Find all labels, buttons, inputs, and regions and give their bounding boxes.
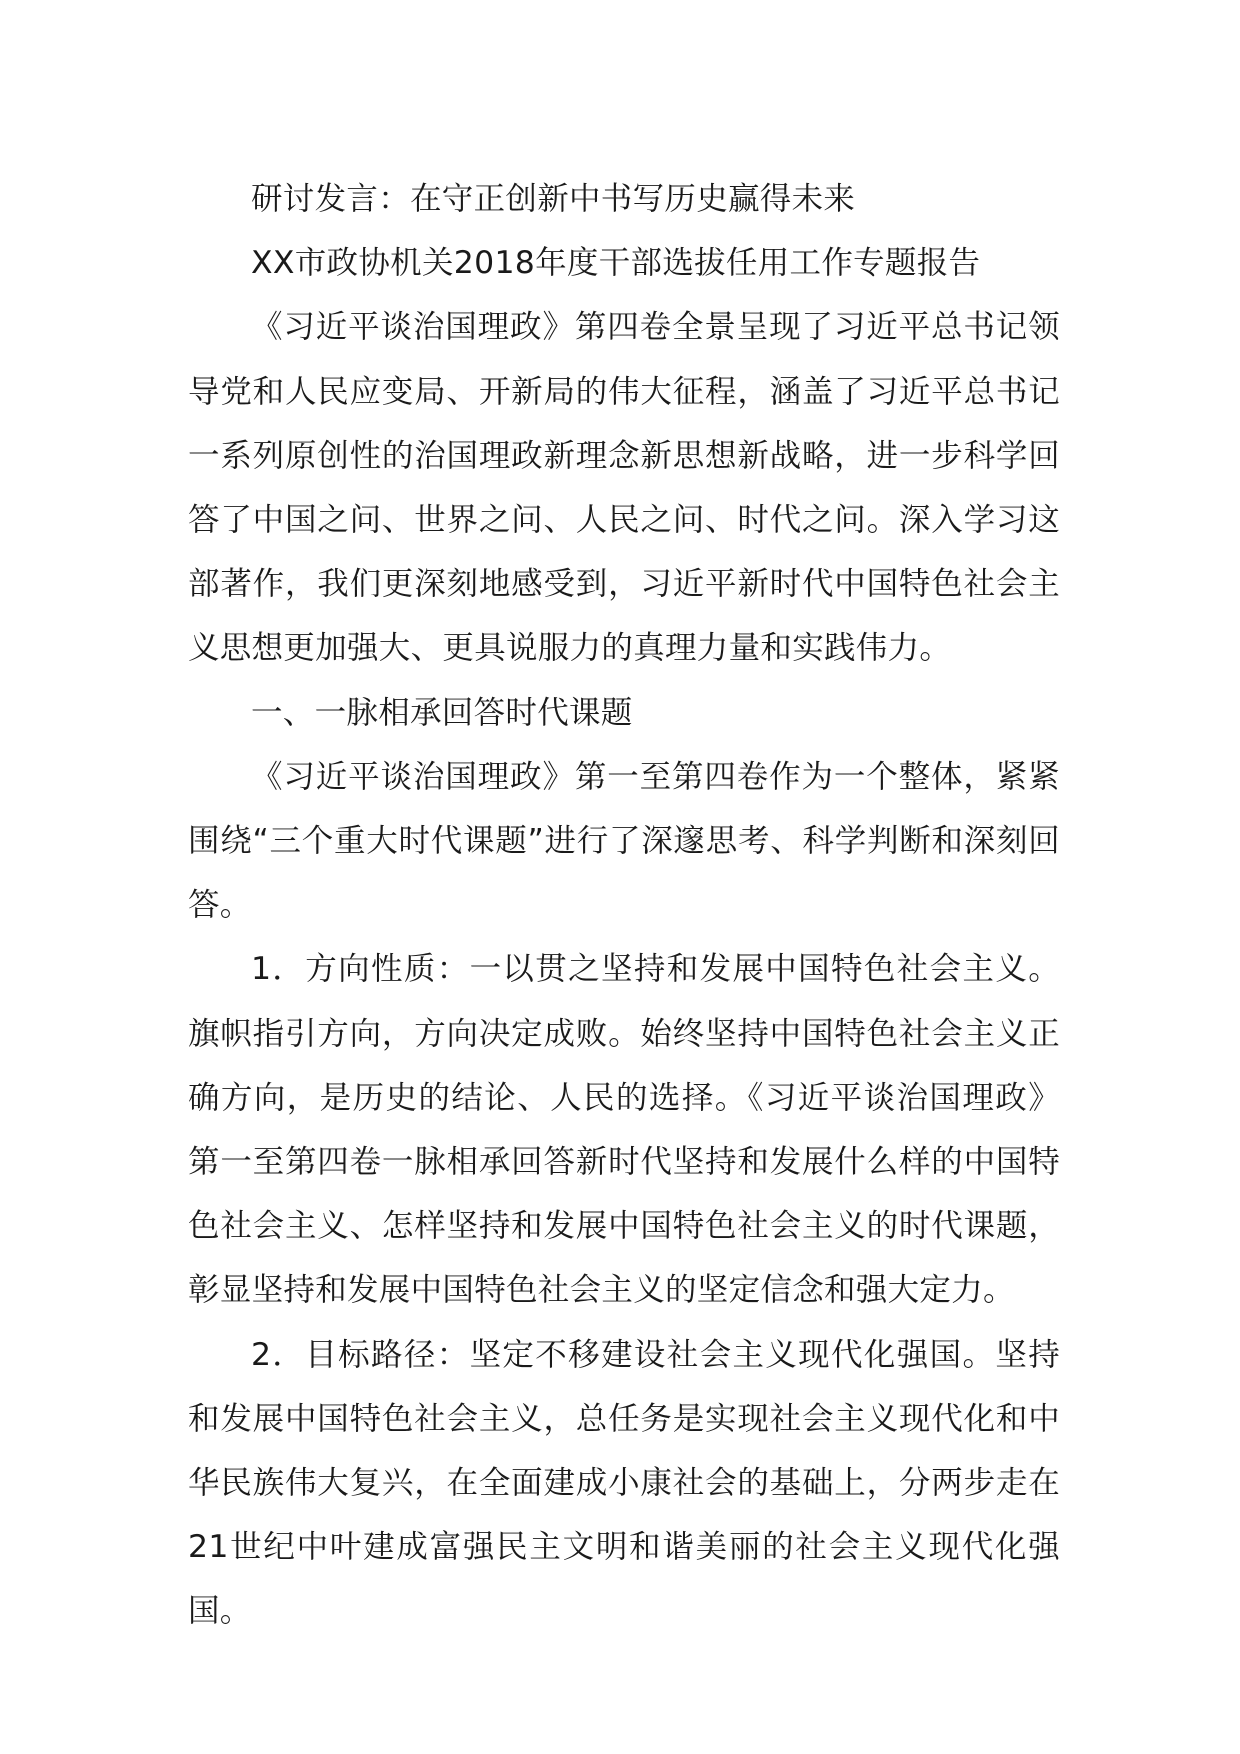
speech-title: 研讨发言：在守正创新中书写历史赢得未来	[251, 181, 856, 217]
paragraph-point-1: 1．方向性质：一以贯之坚持和发展中国特色社会主义。旗帜指引方向，方向决定成败。始终坚持中国特色社会主义正确方向，是历史的结论、人民的选择。《习近平谈治国理政》第一至第四卷一脉相承回答新时代坚持和发展什么样的中国特色社会主义、怎样坚持和发展中国特色社会主义的时代课题，彰显坚持和发展中国特色社会主义的坚定信念和强大定力。	[188, 951, 1060, 1309]
document-body	[188, 167, 1060, 1644]
paragraph-intro: 《习近平谈治国理政》第四卷全景呈现了习近平总书记领导党和人民应变局、开新局的伟大征程，涵盖了习近平总书记一系列原创性的治国理政新理念新思想新战略，进一步科学回答了中国之问、世界之问、人民之问、时代之问。深入学习这部著作，我们更深刻地感受到，习近平新时代中国特色社会主义思想更加强大、更具说服力的真理力量和实践伟力。	[188, 309, 1060, 667]
paragraph-point-2: 2．目标路径：坚定不移建设社会主义现代化强国。坚持和发展中国特色社会主义，总任务是实现社会主义现代化和中华民族伟大复兴，在全面建成小康社会的基础上，分两步走在21世纪中叶建成富强民主文明和谐美丽的社会主义现代化强国。	[188, 1336, 1060, 1630]
section-heading-1: 一、一脉相承回答时代课题	[251, 694, 633, 731]
report-title: XX市政协机关2018年度干部选拔任用工作专题报告	[251, 245, 981, 282]
paragraph-section-1: 《习近平谈治国理政》第一至第四卷作为一个整体，紧紧围绕“三个重大时代课题”进行了深邃思考、科学判断和深刻回答。	[188, 758, 1060, 924]
